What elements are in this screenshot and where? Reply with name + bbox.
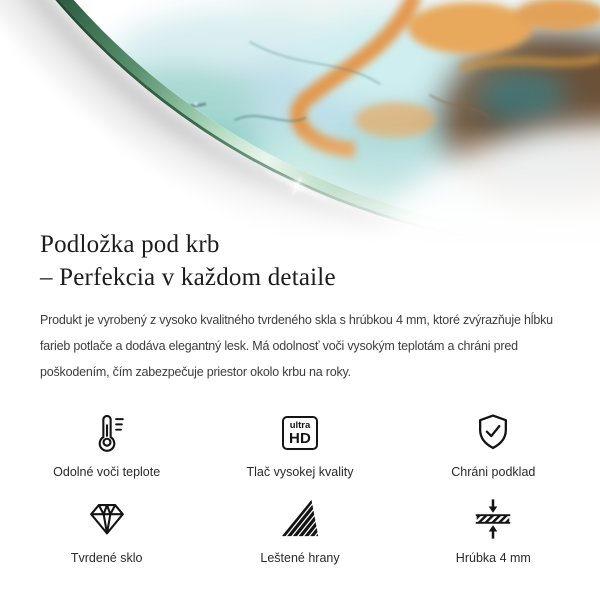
feature-label: Tlač vysokej kvality (246, 465, 354, 479)
polished-edges-icon (277, 496, 323, 542)
diamond-icon (84, 496, 130, 542)
feature-label: Leštené hrany (260, 551, 340, 565)
page-title-line1: Podložka pod krb (40, 231, 220, 258)
feature-label: Hrúbka 4 mm (455, 551, 531, 565)
page-title (40, 228, 570, 294)
feature-polished-edges (203, 495, 396, 565)
feature-heat-resistant (10, 409, 203, 479)
thickness-press-icon (470, 496, 516, 542)
feature-thickness (397, 495, 590, 565)
feature-label: Odolné voči teplote (53, 465, 161, 479)
feature-print-quality (203, 409, 396, 479)
feature-grid (10, 409, 590, 565)
page-title-line2: – Perfekcia v každom detaile (40, 264, 336, 291)
feature-tempered-glass (10, 495, 203, 565)
product-description: Produkt je vyrobený z vysoko kvalitného tvrdeného skla s hrúbkou 4 mm, ktoré zvýrazňuje hĺbku farieb potlače a dodáva elegantný lesk. Má odolnosť voči vysokým teplotám a chráni pred poškodením, čím zabezpečuje priestor okolo krbu na roky. (40, 313, 553, 379)
shield-check-icon (470, 410, 516, 456)
thermometer-icon (84, 410, 130, 456)
feature-label: Tvrdené sklo (70, 551, 143, 565)
feature-protects-surface (397, 409, 590, 479)
ultra-hd-icon: ultra HD (282, 416, 318, 450)
product-hero-image (0, 0, 600, 250)
feature-label: Chráni podklad (451, 465, 536, 479)
glass-pad-illustration (0, 0, 600, 250)
